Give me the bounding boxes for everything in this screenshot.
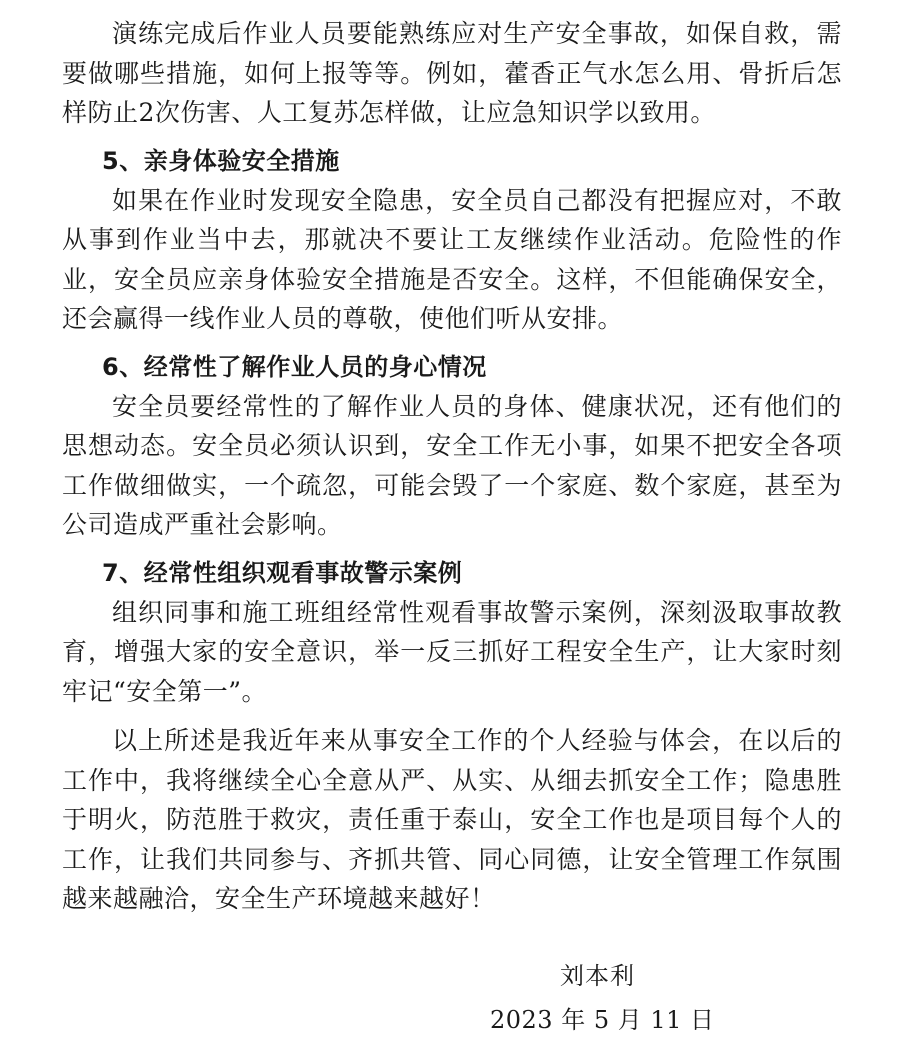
- section-body-6: 安全员要经常性的了解作业人员的身体、健康状况，还有他们的思想动态。安全员必须认识到，安全工作无小事，如果不把安全各项工作做细做实，一个疏忽，可能会毁了一个家庭、数个家庭，甚至为公司造成严重社会影响。: [62, 391, 842, 539]
- section-body-7: 组织同事和施工班组经常性观看事故警示案例，深刻汲取事故教育，增强大家的安全意识，举一反三抓好工程安全生产，让大家时刻牢记“安全第一”。: [62, 597, 842, 706]
- section-heading-6: 6、经常性了解作业人员的身心情况: [102, 352, 487, 381]
- intro-paragraph: 演练完成后作业人员要能熟练应对生产安全事故，如保自救，需要做哪些措施，如何上报等等。例如，藿香正气水怎么用、骨折后怎样防止2次伤害、人工复苏怎样做，让应急知识学以致用。: [62, 19, 842, 127]
- document-date: 2023 年 5 月 11 日: [490, 1006, 715, 1034]
- section-heading-7: 7、经常性组织观看事故警示案例: [102, 558, 463, 587]
- author-signature: 刘本利: [560, 962, 635, 990]
- document-page: [62, 14, 842, 919]
- section-heading-5: 5、亲身体验安全措施: [102, 146, 340, 175]
- section-body-5: 如果在作业时发现安全隐患，安全员自己都没有把握应对，不敢从事到作业当中去，那就决不要让工友继续作业活动。危险性的作业，安全员应亲身体验安全措施是否安全。这样，不但能确保安全，还会赢得一线作业人员的尊敬，使他们听从安排。: [62, 185, 842, 333]
- conclusion-paragraph: 以上所述是我近年来从事安全工作的个人经验与体会，在以后的工作中，我将继续全心全意从严、从实、从细去抓安全工作；隐患胜于明火，防范胜于救灾，责任重于泰山，安全工作也是项目每个人的工作，让我们共同参与、齐抓共管、同心同德，让安全管理工作氛围越来越融洽，安全生产环境越来越好！: [62, 726, 842, 913]
